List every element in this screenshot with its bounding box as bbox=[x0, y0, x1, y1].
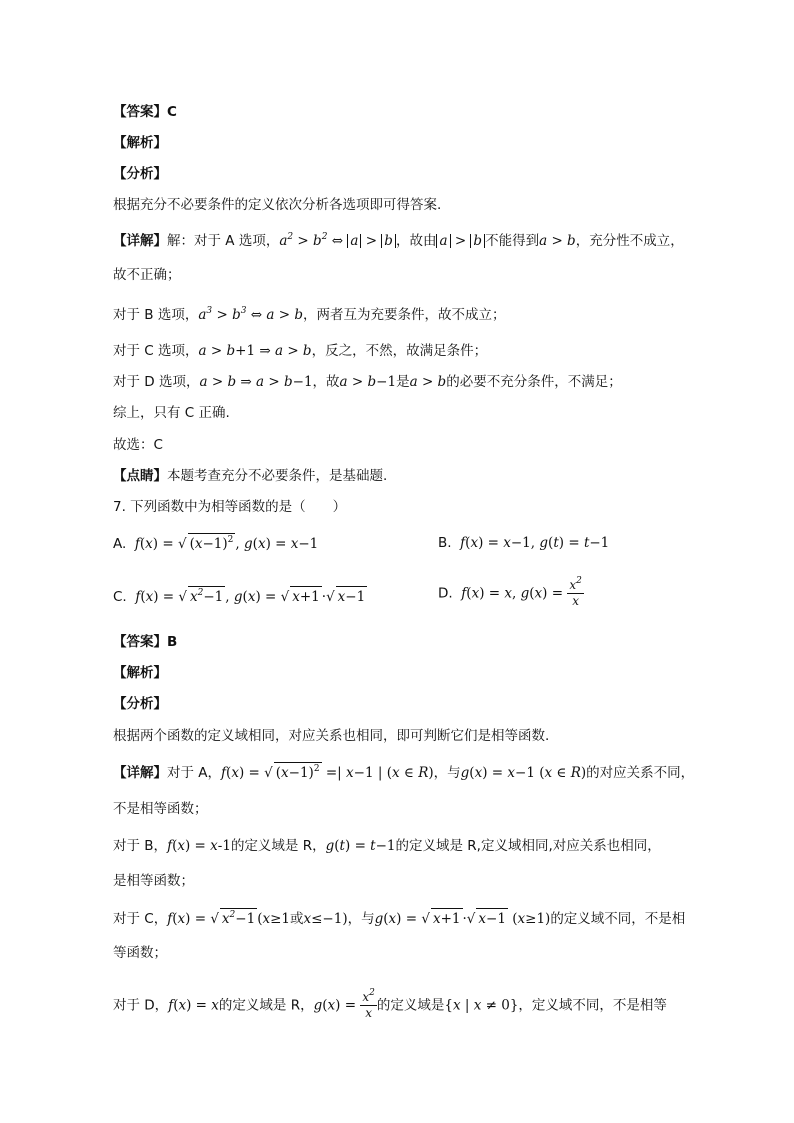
option-c: C. f(x) = √ $x^2-1$ , g(x) = √ x+1 ·√ x−1 bbox=[113, 588, 366, 605]
option-a: A. f(x) = √ $(x-1)^2$ , g(x) = x−1 bbox=[113, 535, 319, 552]
dianjing-line: 【点睛】本题考查充分不必要条件，是基础题. bbox=[113, 468, 388, 484]
option-b: B. f(x) = x−1, g(t) = t−1 bbox=[438, 535, 610, 551]
detail2-c-line2: 等函数； bbox=[113, 945, 167, 961]
detail-b-line: 对于 B 选项，$a^3 > b^3$ ⇔ a > b，两者互为充要条件，故不成立； bbox=[113, 306, 506, 323]
question-stem: 7. 下列函数中为相等函数的是（ ） bbox=[113, 499, 347, 515]
detail2-a-line: 【详解】对于 A，f(x) = √ $(x-1)^2$ =| x−1 | (x ∈ R)，与g(x) = x−1 (x ∈ R)的对应关系不同， bbox=[113, 764, 695, 781]
summary-line: 综上，只有 C 正确. bbox=[113, 405, 230, 421]
fenxi-text: 根据充分不必要条件的定义依次分析各选项即可得答案. bbox=[113, 197, 442, 213]
answer2-line: 【答案】B bbox=[113, 634, 178, 650]
fenxi2-heading: 【分析】 bbox=[113, 696, 167, 712]
detail2-d-line: 对于 D，f(x) = x的定义域是 R，g(x) = $\frac{x^2}{x}$ 的定义域是{x | x ≠ 0}，定义域不同，不是相等 bbox=[113, 988, 667, 1020]
option-d: D. f(x) = x, g(x) = $\frac{x^2}{x}$ bbox=[438, 576, 582, 608]
analysis-heading: 【解析】 bbox=[113, 135, 167, 151]
answer-line bbox=[113, 102, 177, 122]
detail-c-line: 对于 C 选项，a > b+1 ⇒ a > b，反之，不然，故满足条件； bbox=[113, 343, 488, 359]
answer-tag: 【答案】 bbox=[113, 104, 167, 120]
detail-d-line: 对于 D 选项，a > b ⇒ a > b−1，故a > b−1是a > b的必要不充分条件，不满足； bbox=[113, 374, 622, 390]
choice-line: 故选：C bbox=[113, 437, 163, 453]
detail2-b-line2: 是相等函数； bbox=[113, 873, 194, 889]
fenxi2-text: 根据两个函数的定义域相同，对应关系也相同，即可判断它们是相等函数. bbox=[113, 728, 550, 744]
detail2-c-line: 对于 C，f(x) = √ $x^2-1$ (x≥1或x≤−1)，与g(x) = √ x+1 ·√ x−1 (x≥1)的定义域不同，不是相 bbox=[113, 910, 686, 927]
detail-a-line2: 故不正确； bbox=[113, 267, 181, 283]
detail2-a-line2: 不是相等函数； bbox=[113, 801, 208, 817]
detail2-b-line: 对于 B，f(x) = x-1的定义域是 R，g(t) = t−1的定义域是 R,定义域相同,对应关系也相同， bbox=[113, 838, 661, 854]
detail-a-line: 【详解】解：对于 A 选项，$a^2 > b^2$ ⇔ a > b ，故由 a > b 不能得到a > b，充分性不成立， bbox=[113, 232, 684, 249]
fenxi-heading: 【分析】 bbox=[113, 166, 167, 182]
answer-value: C bbox=[167, 104, 177, 120]
analysis2-heading: 【解析】 bbox=[113, 665, 167, 681]
